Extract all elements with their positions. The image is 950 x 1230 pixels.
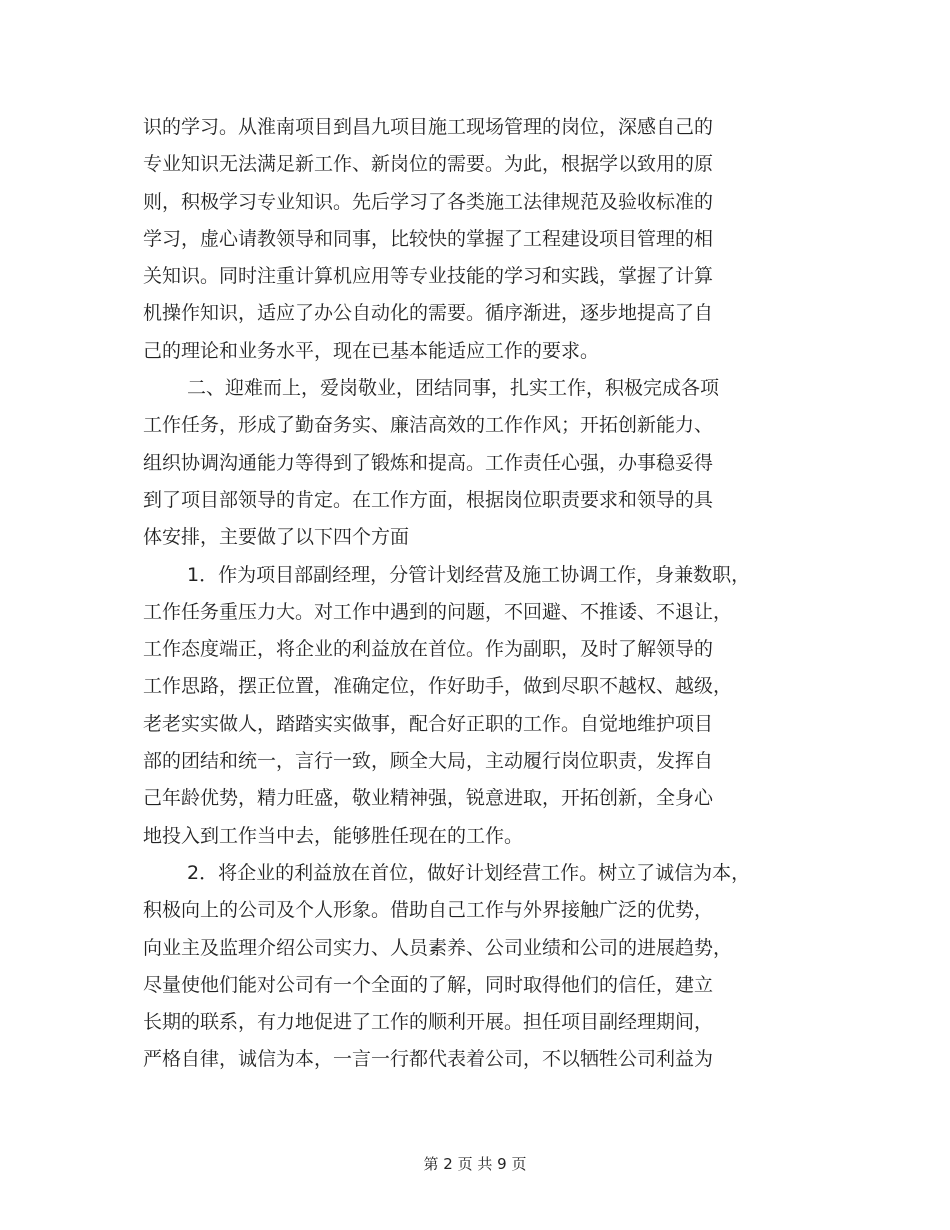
text-line: 组织协调沟通能力等得到了锻炼和提高。工作责任心强，办事稳妥得 (143, 451, 714, 474)
text-line: 己的理论和业务水平，现在已基本能适应工作的要求。 (143, 339, 600, 362)
text-line: 学习，虚心请教领导和同事，比较快的掌握了工程建设项目管理的相 (143, 227, 714, 250)
text-line: 地投入到工作当中去，能够胜任现在的工作。 (143, 824, 524, 847)
text-line: 老老实实做人，踏踏实实做事，配合好正职的工作。自觉地维护项目 (143, 712, 714, 735)
text-line: 长期的联系，有力地促进了工作的顺利开展。担任项目副经理期间， (143, 1011, 714, 1034)
text-line: 工作任务，形成了勤奋务实、廉洁高效的工作作风；开拓创新能力、 (143, 414, 714, 437)
text-line: 体安排，主要做了以下四个方面 (143, 526, 410, 549)
paragraph-start-line: 1．作为项目部副经理，分管计划经营及施工协调工作，身兼数职， (187, 563, 751, 586)
body-text (143, 109, 833, 1079)
text-line: 严格自律，诚信为本，一言一行都代表着公司，不以牺牲公司利益为 (143, 1048, 714, 1071)
text-line: 识的学习。从淮南项目到昌九项目施工现场管理的岗位，深感自己的 (143, 116, 714, 138)
text-line: 部的团结和统一，言行一致，顾全大局，主动履行岗位职责，发挥自 (143, 750, 714, 773)
text-line: 尽量使他们能对公司有一个全面的了解，同时取得他们的信任，建立 (143, 973, 714, 996)
text-line: 积极向上的公司及个人形象。借助自己工作与外界接触广泛的优势， (143, 899, 714, 922)
text-line: 则，积极学习专业知识。先后学习了各类施工法律规范及验收标准的 (143, 190, 714, 213)
text-line: 己年龄优势，精力旺盛，敬业精神强，锐意进取，开拓创新，全身心 (143, 787, 714, 810)
text-line: 关知识。同时注重计算机应用等专业技能的学习和实践，掌握了计算 (143, 265, 714, 288)
paragraph-start-line: 2．将企业的利益放在首位，做好计划经营工作。树立了诚信为本， (187, 861, 751, 884)
text-line: 到了项目部领导的肯定。在工作方面，根据岗位职责要求和领导的具 (143, 488, 714, 511)
text-line: 向业主及监理介绍公司实力、人员素养、公司业绩和公司的进展趋势， (143, 936, 733, 959)
text-line: 机操作知识，适应了办公自动化的需要。循序渐进，逐步地提高了自 (143, 302, 714, 325)
paragraph-start-line: 二、迎难而上，爱岗敬业，团结同事，扎实工作，积极完成各项 (187, 377, 720, 400)
page-number-footer: 第 2 页 共 9 页 (423, 1155, 527, 1173)
text-line: 工作态度端正，将企业的利益放在首位。作为副职，及时了解领导的 (143, 638, 714, 661)
text-line: 工作思路，摆正位置，准确定位，作好助手，做到尽职不越权、越级， (143, 675, 733, 698)
text-line: 专业知识无法满足新工作、新岗位的需要。为此，根据学以致用的原 (143, 153, 714, 176)
text-line: 工作任务重压力大。对工作中遇到的问题，不回避、不推诿、不退让， (143, 600, 733, 623)
